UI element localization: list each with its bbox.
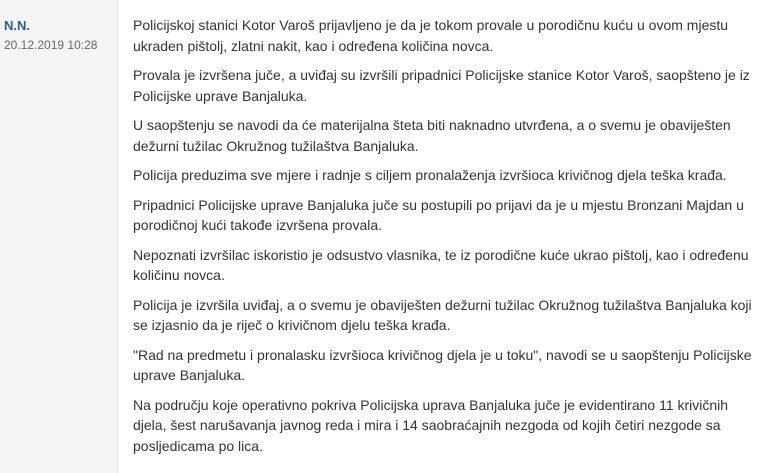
paragraph: Provala je izvršena juče, a uviđaj su izvršili pripadnici Policijske stanice Kotor Varoš, saopšteno je iz Policijske uprave Banjaluka. xyxy=(133,67,750,104)
paragraph: U saopštenju se navodi da će materijalna šteta biti naknadno utvrđena, a o svemu je obaviješten dežurni tužilac Okružnog tužilaštva Banjaluka. xyxy=(133,117,731,154)
comment-sidebar xyxy=(0,0,118,473)
author-box xyxy=(0,18,118,53)
author-name: N.N. xyxy=(4,18,30,33)
article-body xyxy=(133,15,753,465)
paragraph: Pripadnici Policijske uprave Banjaluka juče su postupili po prijavi da je u mjestu Bronzani Majdan u porodičnoj kući takođe izvršena provala. xyxy=(133,196,744,233)
paragraph: Policija preduzima sve mjere i radnje s ciljem pronalaženja izvršioca krivičnog djela teška krađa. xyxy=(133,167,727,183)
paragraph: Policija je izvršila uviđaj, a o svemu je obaviješten dežurni tužilac Okružnog tužilaštva Banjaluka koji se izjasnio da je riječ o krivičnom djelu teška krađa. xyxy=(133,296,752,333)
paragraph: Nepoznati izvršilac iskoristio je odsustvo vlasnika, te iz porodične kuće ukrao pištolj, kao i određenu količinu novca. xyxy=(133,246,749,283)
paragraph: Na području koje operativno pokriva Policijska uprava Banjaluka juče je evidentirano 11 krivičnih djela, šest narušavanja javnog reda i mira i 14 saobraćajnih nezgoda od kojih četiri nezgode sa posljedicama po lica. xyxy=(133,396,729,454)
paragraph: Policijskoj stanici Kotor Varoš prijavljeno je da je tokom provale u porodičnu kuću u ovom mjestu ukraden pištolj, zlatni nakit, kao i određena količina novca. xyxy=(133,17,729,54)
post-date: 20.12.2019 10:28 xyxy=(4,38,98,52)
paragraph: "Rad na predmetu i pronalasku izvršioca krivičnog djela je u toku", navodi se u saopštenju Policijske uprave Banjaluka. xyxy=(133,346,752,383)
